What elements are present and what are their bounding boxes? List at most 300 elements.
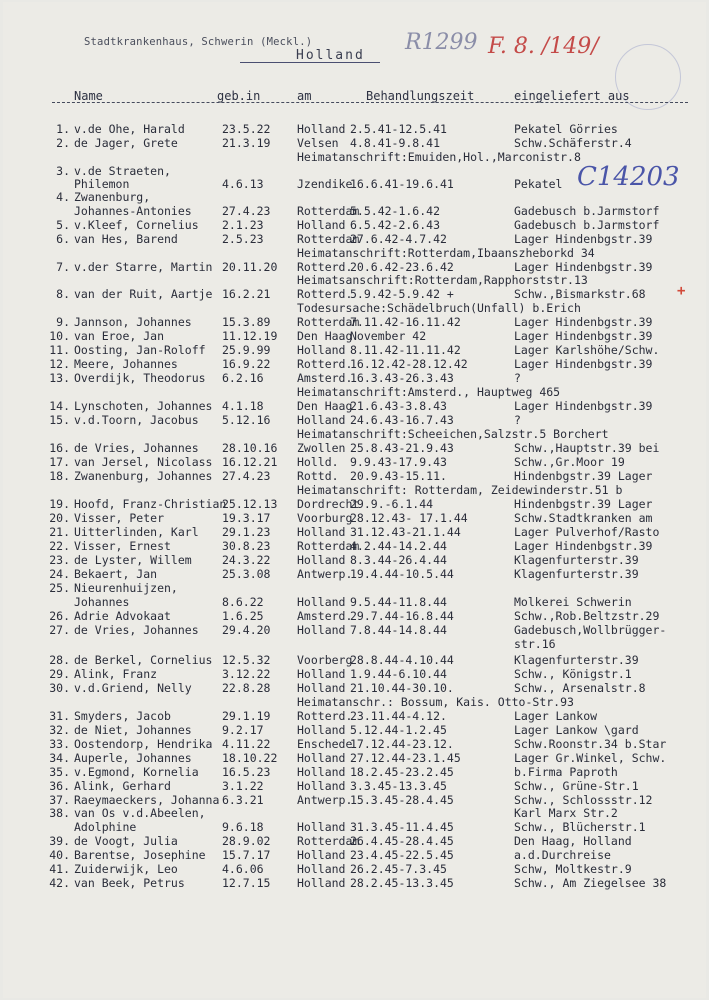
- entry-number: 6.: [56, 232, 70, 246]
- table-row: [0, 779, 709, 793]
- entry-admitted-from: b.Firma Paproth: [514, 765, 618, 779]
- entry-birth-place: Holland: [297, 779, 346, 793]
- table-row: [0, 848, 709, 862]
- table-row: [0, 834, 709, 848]
- table-row: [0, 136, 709, 150]
- entry-treatment-period: 5.12.44-1.2.45: [350, 723, 447, 737]
- table-row: [0, 793, 709, 807]
- entry-name: v.de Ohe, Harald: [74, 122, 185, 136]
- entry-admitted-from: Schw.,Hauptstr.39 bei: [514, 441, 660, 455]
- entry-birth-date: 18.10.22: [222, 751, 278, 765]
- entry-number: 36.: [49, 779, 70, 793]
- entry-birth-place: Amsterd.: [297, 609, 353, 623]
- table-row: [0, 357, 709, 371]
- table-row: [0, 723, 709, 737]
- entry-birth-place: Holland: [297, 820, 346, 834]
- table-row: [0, 709, 709, 723]
- entry-birth-place: Holland: [297, 413, 346, 427]
- entry-birth-place: Holland: [297, 595, 346, 609]
- entry-name: Uitterlinden, Karl: [74, 525, 199, 539]
- entry-admitted-from: Lager Gr.Winkel, Schw.: [514, 751, 667, 765]
- entry-name: de Vries, Johannes: [74, 623, 199, 637]
- entry-admitted-from: Schw., Schlossstr.12: [514, 793, 653, 807]
- table-row: [0, 413, 709, 427]
- table-row: [0, 260, 709, 274]
- entry-name: Overdijk, Theodorus: [74, 371, 206, 385]
- entry-name: van Os v.d.Abeelen,: [74, 806, 206, 820]
- entry-treatment-period: 29.9.-6.1.44: [350, 497, 434, 511]
- table-row: [0, 204, 709, 218]
- table-row: [0, 385, 709, 399]
- entry-birth-date: 6.3.21: [222, 793, 264, 807]
- entry-birth-date: 28.10.16: [222, 441, 278, 455]
- entry-treatment-period: 6.5.42-2.6.43: [350, 218, 441, 232]
- entry-number: 34.: [49, 751, 70, 765]
- entry-birth-date: 2.5.23: [222, 232, 264, 246]
- entry-birth-place: Rotterdam: [297, 315, 360, 329]
- entry-treatment-period: 7.11.42-16.11.42: [350, 315, 461, 329]
- folio-handwritten: F. 8. /149/: [488, 34, 599, 59]
- entry-note: Heimatanschrift:Rotterdam,Ibaanszheborkd 34: [297, 246, 595, 260]
- entry-birth-date: 1.6.25: [222, 609, 264, 623]
- entry-birth-date: 16.2.21: [222, 287, 271, 301]
- table-row: [0, 595, 709, 609]
- table-row: [0, 695, 709, 709]
- entry-treatment-period: 9.9.43-17.9.43: [350, 455, 447, 469]
- entry-birth-date: 27.4.23: [222, 469, 271, 483]
- entry-admitted-from: Klagenfurterstr.39: [514, 553, 639, 567]
- entry-treatment-period: 19.4.44-10.5.44: [350, 567, 454, 581]
- entry-birth-place: Den Haag: [297, 329, 353, 343]
- entry-name: Johannes-Antonies: [74, 204, 192, 218]
- table-row: [0, 399, 709, 413]
- table-row: [0, 820, 709, 834]
- entry-treatment-period: November 42: [350, 329, 427, 343]
- entry-admitted-from: Schw., Blücherstr.1: [514, 820, 646, 834]
- entry-treatment-period: 27.6.42-4.7.42: [350, 232, 447, 246]
- entry-number: 22.: [49, 539, 70, 553]
- entry-birth-place: Holld.: [297, 455, 339, 469]
- entry-birth-date: 4.6.06: [222, 862, 264, 876]
- entry-admitted-from: Schw., Arsenalstr.8: [514, 681, 646, 695]
- table-row: [0, 232, 709, 246]
- table-row: [0, 246, 709, 260]
- entry-number: 1.: [56, 122, 70, 136]
- entry-treatment-period: 5.9.42-5.9.42 +: [350, 287, 454, 301]
- entry-birth-place: Holland: [297, 862, 346, 876]
- entry-treatment-period: 23.11.44-4.12.: [350, 709, 447, 723]
- entry-birth-date: 16.9.22: [222, 357, 271, 371]
- col-behandlungszeit: Behandlungszeit: [366, 89, 475, 103]
- entry-birth-place: Rotterd.: [297, 260, 353, 274]
- entry-treatment-period: 21.10.44-30.10.: [350, 681, 454, 695]
- entry-admitted-from: Karl Marx Str.2: [514, 806, 618, 820]
- entry-birth-place: Den Haag: [297, 399, 353, 413]
- entry-treatment-period: 24.6.43-16.7.43: [350, 413, 454, 427]
- entry-treatment-period: 31.3.45-11.4.45: [350, 820, 454, 834]
- entry-name: v.de Straeten,: [74, 164, 171, 178]
- table-row: [0, 455, 709, 469]
- entry-admitted-from: str.16: [514, 637, 556, 651]
- entry-birth-place: Holland: [297, 848, 346, 862]
- entry-treatment-period: 9.5.44-11.8.44: [350, 595, 447, 609]
- entry-birth-place: Holland: [297, 343, 346, 357]
- entry-number: 19.: [49, 497, 70, 511]
- entry-admitted-from: Lager Hindenbgstr.39: [514, 232, 653, 246]
- entry-number: 10.: [49, 329, 70, 343]
- entry-number: 15.: [49, 413, 70, 427]
- entry-treatment-period: 28.8.44-4.10.44: [350, 653, 454, 667]
- entry-birth-date: 29.1.19: [222, 709, 271, 723]
- entry-birth-date: 28.9.02: [222, 834, 271, 848]
- table-row: [0, 609, 709, 623]
- table-row: [0, 315, 709, 329]
- entry-treatment-period: 7.8.44-14.8.44: [350, 623, 447, 637]
- entry-note: Todesursache:Schädelbruch(Unfall) b.Erich: [297, 301, 581, 315]
- entry-admitted-from: Lager Lankow \gard: [514, 723, 639, 737]
- entry-admitted-from: Den Haag, Holland: [514, 834, 632, 848]
- entry-note: Heimatanschr.: Bossum, Kais. Otto-Str.93: [297, 695, 574, 709]
- entry-number: 11.: [49, 343, 70, 357]
- entry-birth-date: 9.2.17: [222, 723, 264, 737]
- table-row: [0, 737, 709, 751]
- entry-birth-place: Velsen: [297, 136, 339, 150]
- entry-birth-place: Jzendike: [297, 177, 353, 191]
- entry-birth-date: 27.4.23: [222, 204, 271, 218]
- entry-treatment-period: 26.2.45-7.3.45: [350, 862, 447, 876]
- entry-number: 39.: [49, 834, 70, 848]
- entry-admitted-from: Schw.,Gr.Moor 19: [514, 455, 625, 469]
- entry-birth-place: Holland: [297, 723, 346, 737]
- table-row: [0, 287, 709, 301]
- entry-name: Meere, Johannes: [74, 357, 178, 371]
- entry-name: v.Kleef, Cornelius: [74, 218, 199, 232]
- entry-treatment-period: 17.12.44-23.12.: [350, 737, 454, 751]
- entry-birth-place: Antwerp.: [297, 793, 353, 807]
- entry-treatment-period: 16.3.43-26.3.43: [350, 371, 454, 385]
- table-row: [0, 371, 709, 385]
- entry-birth-place: Rottd.: [297, 469, 339, 483]
- entry-admitted-from: Lager Hindenbgstr.39: [514, 329, 653, 343]
- entry-treatment-period: 25.8.43-21.9.43: [350, 441, 454, 455]
- entry-treatment-period: 3.3.45-13.3.45: [350, 779, 447, 793]
- entry-admitted-from: Lager Pulverhof/Rasto: [514, 525, 660, 539]
- hospital-header: Stadtkrankenhaus, Schwerin (Meckl.): [84, 36, 313, 48]
- entry-number: 9.: [56, 315, 70, 329]
- entry-birth-date: 20.11.20: [222, 260, 278, 274]
- entry-birth-place: Enschede: [297, 737, 353, 751]
- entry-number: 42.: [49, 876, 70, 890]
- entry-birth-date: 30.8.23: [222, 539, 271, 553]
- entry-number: 21.: [49, 525, 70, 539]
- entry-treatment-period: 20.9.43-15.11.: [350, 469, 447, 483]
- entry-admitted-from: Hindenbgstr.39 Lager: [514, 497, 653, 511]
- entry-birth-place: Voorburg: [297, 511, 353, 525]
- entry-birth-place: Rotterd.: [297, 709, 353, 723]
- entry-treatment-period: 31.12.43-21.1.44: [350, 525, 461, 539]
- entry-name: Smyders, Jacob: [74, 709, 171, 723]
- entry-name: van Beek, Petrus: [74, 876, 185, 890]
- entry-treatment-period: 21.6.43-3.8.43: [350, 399, 447, 413]
- entry-admitted-from: Lager Hindenbgstr.39: [514, 260, 653, 274]
- entry-name: van Jersel, Nicolass: [74, 455, 213, 469]
- entry-name: Zwanenburg, Johannes: [74, 469, 213, 483]
- entry-birth-date: 9.6.18: [222, 820, 264, 834]
- entry-birth-date: 23.5.22: [222, 122, 271, 136]
- entry-number: 24.: [49, 567, 70, 581]
- entry-birth-place: Voorberg: [297, 653, 353, 667]
- entry-treatment-period: 8.3.44-26.4.44: [350, 553, 447, 567]
- table-row: [0, 667, 709, 681]
- entry-treatment-period: 4.8.41-9.8.41: [350, 136, 441, 150]
- entry-number: 26.: [49, 609, 70, 623]
- entry-number: 18.: [49, 469, 70, 483]
- entry-birth-place: Holland: [297, 525, 346, 539]
- entry-treatment-period: 29.7.44-16.8.44: [350, 609, 454, 623]
- entry-number: 37.: [49, 793, 70, 807]
- entry-birth-date: 21.3.19: [222, 136, 271, 150]
- entry-birth-place: Amsterd.: [297, 371, 353, 385]
- entry-note: Heimatanschrift:Emuiden,Hol.,Marconistr.8: [297, 150, 581, 164]
- entry-admitted-from: Klagenfurterstr.39: [514, 653, 639, 667]
- entry-treatment-period: 28.2.45-13.3.45: [350, 876, 454, 890]
- entry-birth-date: 6.2.16: [222, 371, 264, 385]
- entry-name: van Eroe, Jan: [74, 329, 165, 343]
- entry-birth-date: 4.6.13: [222, 177, 264, 191]
- entry-birth-place: Holland: [297, 122, 346, 136]
- entry-birth-date: 19.3.17: [222, 511, 271, 525]
- table-row: [0, 637, 709, 651]
- entry-birth-place: Holland: [297, 765, 346, 779]
- entry-name: Jannson, Johannes: [74, 315, 192, 329]
- entry-treatment-period: 4.2.44-14.2.44: [350, 539, 447, 553]
- entry-number: 28.: [49, 653, 70, 667]
- entry-birth-date: 22.8.28: [222, 681, 271, 695]
- entry-admitted-from: Klagenfurterstr.39: [514, 567, 639, 581]
- entry-birth-place: Rotterd.: [297, 357, 353, 371]
- entry-birth-place: Rotterd.: [297, 287, 353, 301]
- entry-admitted-from: Hindenbgstr.39 Lager: [514, 469, 653, 483]
- table-row: [0, 164, 709, 178]
- entry-note: Heimatanschrift: Rotterdam, Zeidewinderstr.51 b: [297, 483, 623, 497]
- entry-admitted-from: Gadebusch b.Jarmstorf: [514, 218, 660, 232]
- entry-name: Oosting, Jan-Roloff: [74, 343, 206, 357]
- entry-admitted-from: Schw.Roonstr.34 b.Star: [514, 737, 667, 751]
- entry-birth-date: 4.11.22: [222, 737, 271, 751]
- entry-admitted-from: ?: [514, 371, 521, 385]
- table-row: [0, 273, 709, 287]
- table-row: [0, 190, 709, 204]
- table-row: [0, 623, 709, 637]
- entry-name: de Voogt, Julia: [74, 834, 178, 848]
- entry-treatment-period: 20.6.42-23.6.42: [350, 260, 454, 274]
- entry-number: 7.: [56, 260, 70, 274]
- entry-name: Adolphine: [74, 820, 137, 834]
- entry-birth-date: 15.3.89: [222, 315, 271, 329]
- entry-note: Heimatanschrift:Scheeichen,Salzstr.5 Borchert: [297, 427, 609, 441]
- entry-birth-date: 8.6.22: [222, 595, 264, 609]
- entry-number: 33.: [49, 737, 70, 751]
- entry-birth-place: Antwerp.: [297, 567, 353, 581]
- entry-treatment-period: 5.5.42-1.6.42: [350, 204, 441, 218]
- table-row: [0, 862, 709, 876]
- entry-birth-place: Holland: [297, 681, 346, 695]
- entry-name: de Vries, Johannes: [74, 441, 199, 455]
- entry-birth-place: Holland: [297, 623, 346, 637]
- table-row: [0, 806, 709, 820]
- death-cross-mark: +: [677, 283, 686, 299]
- entry-treatment-period: 15.3.45-28.4.45: [350, 793, 454, 807]
- entry-birth-place: Holland: [297, 876, 346, 890]
- entry-number: 12.: [49, 357, 70, 371]
- ref-code-handwritten: R1299: [405, 30, 478, 55]
- entry-birth-date: 24.3.22: [222, 553, 271, 567]
- entry-number: 3.: [56, 164, 70, 178]
- entry-admitted-from: Lager Hindenbgstr.39: [514, 357, 653, 371]
- entry-number: 8.: [56, 287, 70, 301]
- entry-admitted-from: Schw., Königstr.1: [514, 667, 632, 681]
- entry-birth-date: 3.12.22: [222, 667, 271, 681]
- entry-treatment-period: 18.2.45-23.2.45: [350, 765, 454, 779]
- entry-admitted-from: a.d.Durchreise: [514, 848, 611, 862]
- entry-name: v.Egmond, Kornelia: [74, 765, 199, 779]
- col-name: Name: [74, 89, 103, 103]
- entry-birth-date: 16.5.23: [222, 765, 271, 779]
- entry-admitted-from: Schw.Stadtkranken am: [514, 511, 653, 525]
- col-eingeliefert: eingeliefert aus: [514, 89, 630, 103]
- col-geb: geb.in: [217, 89, 261, 103]
- col-am: am: [297, 89, 312, 103]
- entry-admitted-from: Schw.Schäferstr.4: [514, 136, 632, 150]
- entry-birth-date: 3.1.22: [222, 779, 264, 793]
- table-row: [0, 177, 709, 191]
- entry-birth-date: 25.3.08: [222, 567, 271, 581]
- entry-name: v.der Starre, Martin: [74, 260, 213, 274]
- entry-name: Adrie Advokaat: [74, 609, 171, 623]
- entry-birth-date: 29.4.20: [222, 623, 271, 637]
- entry-birth-date: 4.1.18: [222, 399, 264, 413]
- entry-birth-place: Dordrecht: [297, 497, 360, 511]
- entry-number: 13.: [49, 371, 70, 385]
- entry-admitted-from: Pekatel Görries: [514, 122, 618, 136]
- entry-birth-place: Rotterdam: [297, 204, 360, 218]
- entry-number: 38.: [49, 806, 70, 820]
- entry-birth-date: 29.1.23: [222, 525, 271, 539]
- entry-admitted-from: Lager Hindenbgstr.39: [514, 539, 653, 553]
- entry-number: 16.: [49, 441, 70, 455]
- table-row: [0, 553, 709, 567]
- entry-name: Barentse, Josephine: [74, 848, 206, 862]
- entry-number: 25.: [49, 581, 70, 595]
- entry-name: Hoofd, Franz-Christian: [74, 497, 227, 511]
- table-row: [0, 765, 709, 779]
- entry-birth-place: Rotterdam: [297, 539, 360, 553]
- entry-admitted-from: ?: [514, 413, 521, 427]
- entry-treatment-period: 28.12.43- 17.1.44: [350, 511, 468, 525]
- entry-number: 2.: [56, 136, 70, 150]
- entry-admitted-from: Gadebusch b.Jarmstorf: [514, 204, 660, 218]
- table-row: [0, 653, 709, 667]
- table-row: [0, 567, 709, 581]
- table-row: [0, 525, 709, 539]
- entry-name: Visser, Peter: [74, 511, 165, 525]
- entry-birth-place: Holland: [297, 553, 346, 567]
- entry-name: v.d.Griend, Nelly: [74, 681, 192, 695]
- table-row: [0, 343, 709, 357]
- entry-name: Raeymaeckers, Johanna: [74, 793, 220, 807]
- entry-name: van Hes, Barend: [74, 232, 178, 246]
- entry-name: Visser, Ernest: [74, 539, 171, 553]
- entry-treatment-period: 23.4.45-22.5.45: [350, 848, 454, 862]
- entry-note: Heimatanschrift:Amsterd., Hauptweg 465: [297, 385, 561, 399]
- entry-admitted-from: Lager Lankow: [514, 709, 598, 723]
- table-row: [0, 751, 709, 765]
- entry-number: 17.: [49, 455, 70, 469]
- entry-name: Alink, Franz: [74, 667, 158, 681]
- table-row: [0, 539, 709, 553]
- entry-number: 29.: [49, 667, 70, 681]
- table-row: [0, 441, 709, 455]
- entry-treatment-period: 16.6.41-19.6.41: [350, 177, 454, 191]
- entry-name: Auperle, Johannes: [74, 751, 192, 765]
- table-row: [0, 681, 709, 695]
- entry-treatment-period: 27.12.44-23.1.45: [350, 751, 461, 765]
- entry-number: 27.: [49, 623, 70, 637]
- entry-number: 20.: [49, 511, 70, 525]
- entry-number: 31.: [49, 709, 70, 723]
- entry-birth-date: 25.9.99: [222, 343, 271, 357]
- table-row: [0, 469, 709, 483]
- entry-name: Alink, Gerhard: [74, 779, 171, 793]
- entry-number: 30.: [49, 681, 70, 695]
- entry-number: 4.: [56, 190, 70, 204]
- entry-name: v.d.Toorn, Jacobus: [74, 413, 199, 427]
- entry-birth-place: Holland: [297, 218, 346, 232]
- entry-admitted-from: Schw., Am Ziegelsee 38: [514, 876, 667, 890]
- entry-birth-date: 11.12.19: [222, 329, 278, 343]
- entry-admitted-from: Schw.,Rob.Beltzstr.29: [514, 609, 660, 623]
- title-underline: [240, 62, 380, 63]
- entry-birth-place: Holland: [297, 667, 346, 681]
- entry-birth-place: Holland: [297, 751, 346, 765]
- entry-name: de Lyster, Willem: [74, 553, 192, 567]
- entry-number: 41.: [49, 862, 70, 876]
- entry-number: 23.: [49, 553, 70, 567]
- entry-name: de Jager, Grete: [74, 136, 178, 150]
- entry-name: de Berkel, Cornelius: [74, 653, 213, 667]
- table-row: [0, 218, 709, 232]
- table-row: [0, 581, 709, 595]
- entry-treatment-period: 8.11.42-11.11.42: [350, 343, 461, 357]
- entry-number: 35.: [49, 765, 70, 779]
- entry-birth-place: Rotterdam: [297, 232, 360, 246]
- entry-name: Johannes: [74, 595, 130, 609]
- table-row: [0, 150, 709, 164]
- table-row: [0, 497, 709, 511]
- entry-admitted-from: Lager Hindenbgstr.39: [514, 315, 653, 329]
- entry-treatment-period: 16.12.42-28.12.42: [350, 357, 468, 371]
- entry-name: de Niet, Johannes: [74, 723, 192, 737]
- table-row: [0, 329, 709, 343]
- entry-number: 14.: [49, 399, 70, 413]
- entry-treatment-period: 1.9.44-6.10.44: [350, 667, 447, 681]
- entry-name: Lynschoten, Johannes: [74, 399, 213, 413]
- entry-admitted-from: Pekatel: [514, 177, 563, 191]
- entry-admitted-from: Gadebusch,Wollbrügger-: [514, 623, 667, 637]
- entry-number: 5.: [56, 218, 70, 232]
- entry-birth-place: Rotterdam: [297, 834, 360, 848]
- entry-admitted-from: Lager Karlshöhe/Schw.: [514, 343, 660, 357]
